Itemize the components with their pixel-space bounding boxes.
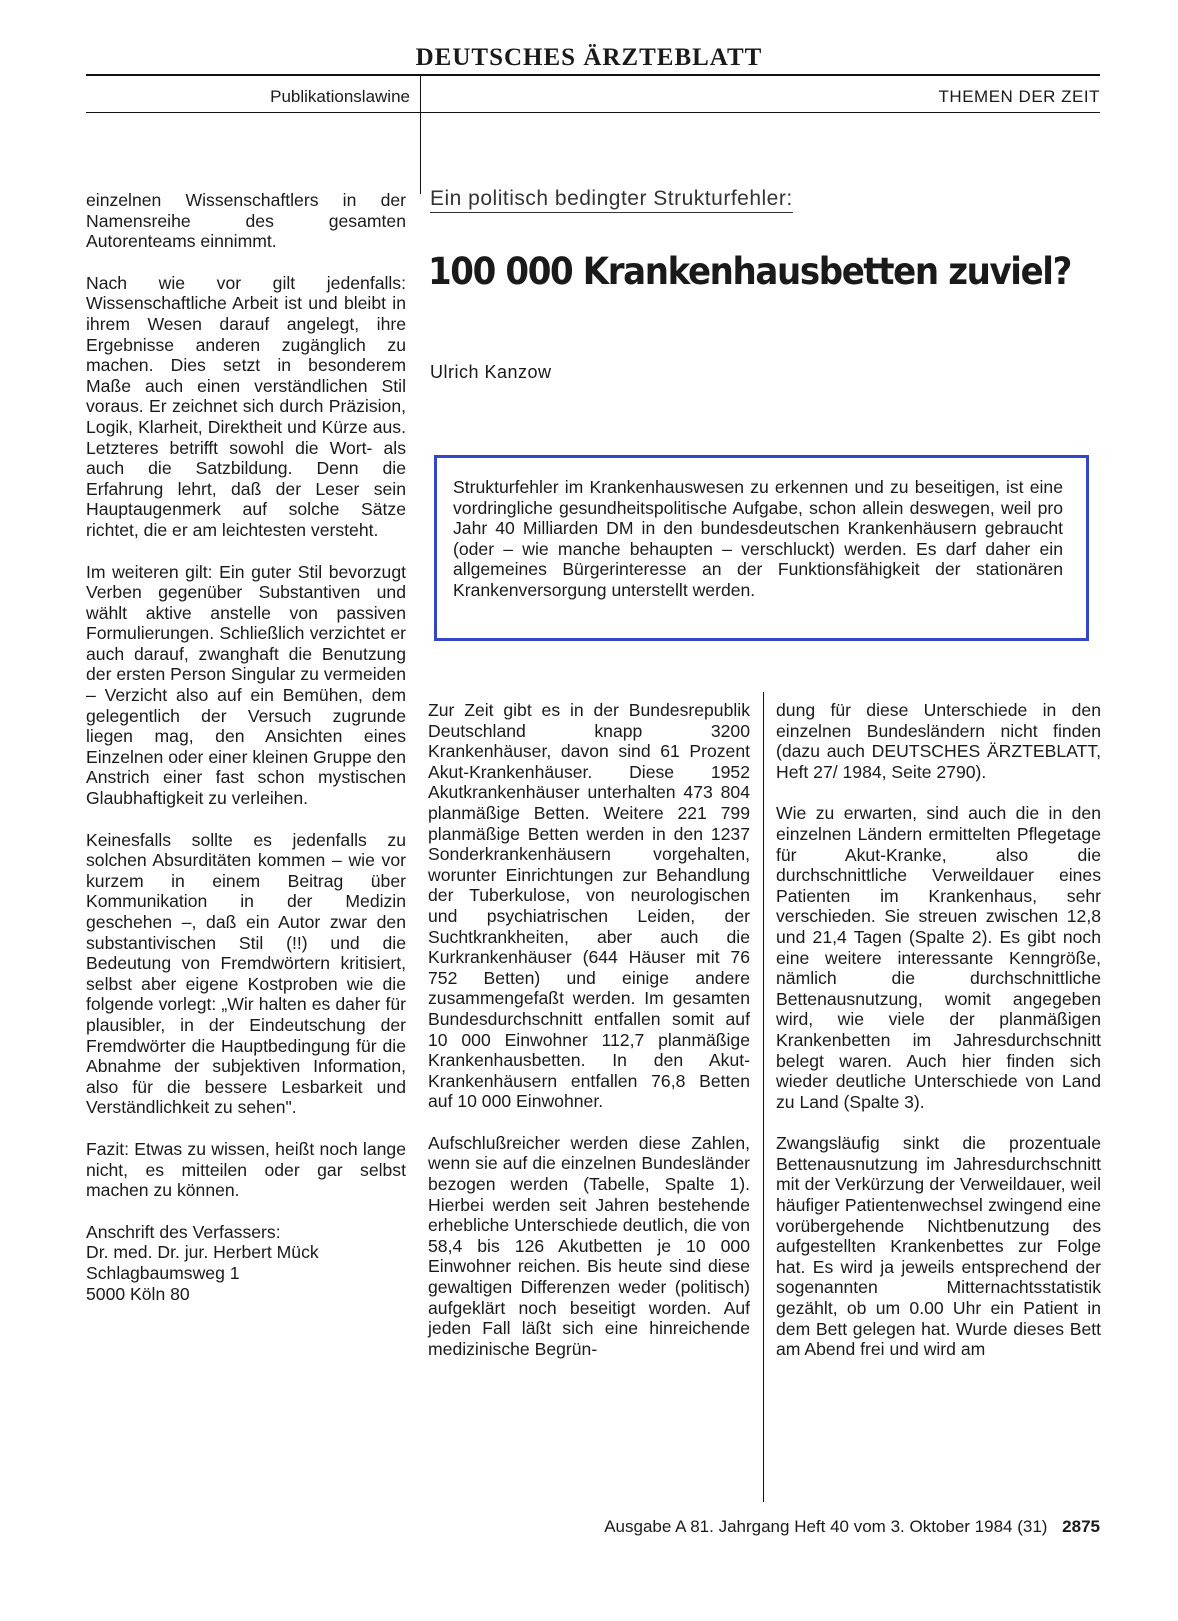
paragraph: Wie zu erwarten, sind auch die in den einzelnen Ländern ermittelten Pflegetage für Akut-Kranke, also die durchschnittliche Verweildauer eines Patienten im Krankenhaus, sehr verschieden. Sie streuen zwischen 12,8 und 21,4 Tagen (Spalte 2). Es gibt noch eine weitere interessante Kenngröße, nämlich die durchschnittliche Bettenausnutzung, womit angegeben wird, wie viele der planmäßigen Krankenbetten im Jahresdurchschnitt belegt waren. Auch hier finden sich wieder deutliche Unterschiede von Land zu Land (Spalte 3). xyxy=(776,803,1101,1112)
section-label-left: Publikationslawine xyxy=(270,87,410,106)
paragraph: Nach wie vor gilt jedenfalls: Wissenschaftliche Arbeit ist und bleibt in ihrem Wesen darauf angelegt, ihre Ergebnisse anderen zugänglich zu machen. Dies setzt in besonderem Maße auch einen verständlichen Stil voraus. Er zeichnet sich durch Präzision, Logik, Klarheit, Direktheit und Kürze aus. Letzteres betrifft sowohl die Wort- als auch die Satzbildung. Denn die Erfahrung lehrt, daß der Leser sein Hauptaugenmerk auf solche Sätze richtet, die er am leichtesten versteht. xyxy=(86,272,406,540)
article-author: Ulrich Kanzow xyxy=(430,362,552,382)
paragraph: Zwangsläufig sinkt die prozentuale Bettenausnutzung im Jahresdurchschnitt mit der Verkürzung der Verweildauer, weil häufiger Patientenwechsel zwingend eine vorübergehende Nichtbenutzung des aufgestellten Krankenbettes zur Folge hat. Es wird ja jeweils entsprechend der sogenannten Mitternachtsstatistik gezählt, ob um 0.00 Uhr ein Patient in dem Bett gelegen hat. Wurde dieses Bett am Abend frei und wird am xyxy=(776,1133,1101,1360)
page-number: 2875 xyxy=(1062,1517,1100,1536)
author-address xyxy=(86,1222,406,1304)
address-name: Dr. med. Dr. jur. Herbert Mück xyxy=(86,1242,319,1263)
left-column xyxy=(86,190,406,1304)
page-footer xyxy=(500,1517,1100,1537)
article-kicker: Ein politisch bedingter Strukturfehler: xyxy=(430,187,793,213)
header-divider xyxy=(420,74,421,194)
middle-column xyxy=(428,700,750,1380)
paragraph: Zur Zeit gibt es in der Bundesrepublik Deutschland knapp 3200 Krankenhäuser, davon sind 61 Prozent Akut-Krankenhäuser. Diese 1952 Akutkrankenhäuser unterhalten 473 804 planmäßige Betten. Weitere 221 799 planmäßige Betten werden in den 1237 Sonderkrankenhäusern vorgehalten, worunter Einrichtungen zur Behandlung der Tuberkulose, von neurologischen und psychiatrischen Leiden, der Suchtkrankheiten, aber auch die Kurkrankenhäuser (644 Häuser mit 76 752 Betten) und einige andere zusammengefaßt werden. Im gesamten Bundesdurchschnitt entfallen somit auf 10 000 Einwohner 112,7 planmäßige Krankenhausbetten. In den Akut-Krankenhäusern entfallen 76,8 Betten auf 10 000 Einwohner. xyxy=(428,700,750,1112)
address-street: Schlagbaumsweg 1 xyxy=(86,1262,240,1283)
paragraph: Keinesfalls sollte es jedenfalls zu solchen Absurditäten kommen – wie vor kurzem in einem Beitrag über Kommunikation in der Medizin geschehen –, daß ein Autor zwar den substantivischen Stil (!!) und die Bedeutung von Fremdwörtern kritisiert, selbst aber eigene Kostproben wie die folgende vorlegt: „Wir halten es daher für plausibler, in der Eindeutschung der Fremdwörter die Hauptbedingung für die Abnahme der subjektiven Information, also für die bessere Lesbarkeit und Verständlichkeit zu sehen". xyxy=(86,829,406,1118)
article-headline: 100 000 Krankenhausbetten zuviel? xyxy=(428,250,1071,293)
paragraph: dung für diese Unterschiede in den einzelnen Bundesländern nicht finden (dazu auch DEUTSCHES ÄRZTEBLATT, Heft 27/ 1984, Seite 2790). xyxy=(776,700,1101,782)
column-divider xyxy=(763,692,764,1502)
address-city: 5000 Köln 80 xyxy=(86,1283,190,1304)
section-label-right: THEMEN DER ZEIT xyxy=(938,87,1100,106)
paragraph: Fazit: Etwas zu wissen, heißt noch lange nicht, es mitteilen oder gar selbst machen zu können. xyxy=(86,1138,406,1201)
abstract-box xyxy=(434,455,1089,641)
abstract-text: Strukturfehler im Krankenhauswesen zu erkennen und zu beseitigen, ist eine vordringliche gesundheitspolitische Aufgabe, schon allein deswegen, weil pro Jahr 40 Milliarden DM in den bundesdeutschen Krankenhäusern gebraucht (oder – wie manche behaupten – verschluckt) werden. Es darf daher ein allgemeines Bürgerinteresse an der Funktionsfähigkeit der stationären Krankenversorgung unterstellt werden. xyxy=(453,477,1063,600)
paragraph: einzelnen Wissenschaftlers in der Namensreihe des gesamten Autorenteams einnimmt. xyxy=(86,190,406,252)
address-label: Anschrift des Verfassers: xyxy=(86,1221,281,1242)
header-bottom-rule xyxy=(86,112,1100,113)
issue-info: Ausgabe A 81. Jahrgang Heft 40 vom 3. Oktober 1984 (31) xyxy=(604,1517,1048,1536)
paragraph: Im weiteren gilt: Ein guter Stil bevorzugt Verben gegenüber Substantiven und wählt aktive anstelle von passiven Formulierungen. Schließlich verzichtet er auch darauf, zwanghaft die Benutzung der ersten Person Singular zu vermeiden – Verzicht also auf ein Bemühen, dem gelegentlich der Versuch zugrunde liegen mag, den Ansichten eines Einzelnen oder einer kleinen Gruppe den Anstrich einer fast schon mystischen Glaubhaftigkeit zu verleihen. xyxy=(86,561,406,809)
header-rule xyxy=(86,74,1100,76)
masthead: DEUTSCHES ÄRZTEBLATT xyxy=(415,44,763,71)
right-column xyxy=(776,700,1101,1381)
paragraph: Aufschlußreicher werden diese Zahlen, wenn sie auf die einzelnen Bundesländer bezogen werden (Tabelle, Spalte 1). Hierbei werden seit Jahren bestehende erhebliche Unterschiede deutlich, die von 58,4 bis 126 Akutbetten je 10 000 Einwohner reichen. Bis heute sind diese gewaltigen Differenzen weder (politisch) aufgeklärt noch beseitigt worden. Auf jeden Fall läßt sich eine hinreichende medizinische Begrün- xyxy=(428,1132,750,1359)
